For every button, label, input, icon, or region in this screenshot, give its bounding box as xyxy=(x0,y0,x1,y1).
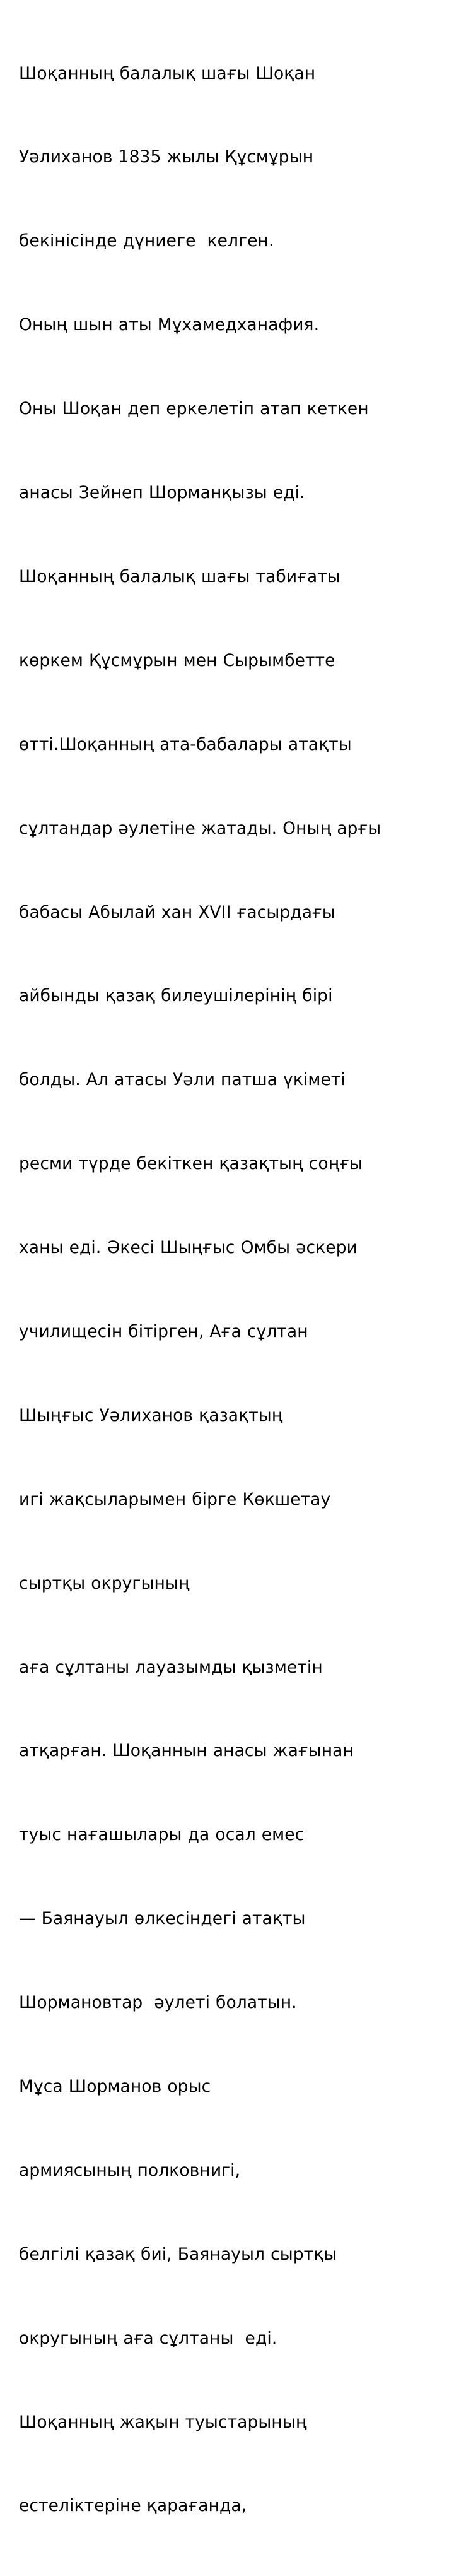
text-line: өтті.Шоқанның ата-бабалары атақты xyxy=(19,734,352,754)
text-line: армиясының полковнигі, xyxy=(19,2160,241,2180)
text-line: сұлтандар әулетіне жатады. Оның арғы xyxy=(19,818,381,838)
text-line: Оның шын аты Мұхамедханафия. xyxy=(19,315,320,335)
text-line: атқарған. Шоқаннын анасы жағынан xyxy=(19,1741,354,1761)
text-line: анасы Зейнеп Шорманқызы еді. xyxy=(19,483,305,503)
text-line: Оны Шоқан деп еркелетіп атап кеткен xyxy=(19,399,369,419)
text-line: Уәлиханов 1835 жылы Құсмұрын xyxy=(19,147,314,167)
text-line: Мұса Шорманов орыс xyxy=(19,2076,211,2096)
text-line: Шоқанның балалық шағы Шоқан xyxy=(19,63,316,83)
text-line: көркем Құсмұрын мен Сырымбетте xyxy=(19,650,335,670)
text-line: Шоқанның балалық шағы табиғаты xyxy=(19,566,340,586)
text-line: ресми түрде бекіткен қазақтың соңғы xyxy=(19,1154,363,1174)
text-line: сыртқы округының xyxy=(19,1573,190,1593)
text-line: белгілі қазақ биі, Баянауыл сыртқы xyxy=(19,2244,337,2264)
text-line: Шормановтар әулеті болатын. xyxy=(19,1993,297,2013)
text-line: аға сұлтаны лауазымды қызметін xyxy=(19,1657,323,1677)
text-line: игі жақсыларымен бірге Көкшетау xyxy=(19,1489,331,1509)
text-line: бекінісінде дүниеге келген. xyxy=(19,231,274,251)
text-line: — Баянауыл өлкесіндегі атақты xyxy=(19,1909,306,1929)
text-line: естеліктеріне қарағанда, xyxy=(19,2496,247,2516)
text-line: округының аға сұлтаны еді. xyxy=(19,2328,277,2348)
text-line: Шоқанның жақын туыстарының xyxy=(19,2412,307,2432)
text-line: бабасы Абылай хан XVII ғасырдағы xyxy=(19,902,335,922)
text-line: болды. Ал атасы Уәли патша үкіметі xyxy=(19,1070,346,1090)
text-line: училищесін бітірген, Аға сұлтан xyxy=(19,1321,308,1341)
text-line: айбынды қазақ билеушілерінің бірі xyxy=(19,986,333,1006)
text-line: туыс нағашылары да осал емес xyxy=(19,1825,305,1845)
document-text xyxy=(19,4,439,2576)
text-line: ханы еді. Әкесі Шыңғыс Омбы әскери xyxy=(19,1238,358,1258)
text-line: Шыңғыс Уәлиханов қазақтың xyxy=(19,1405,283,1425)
